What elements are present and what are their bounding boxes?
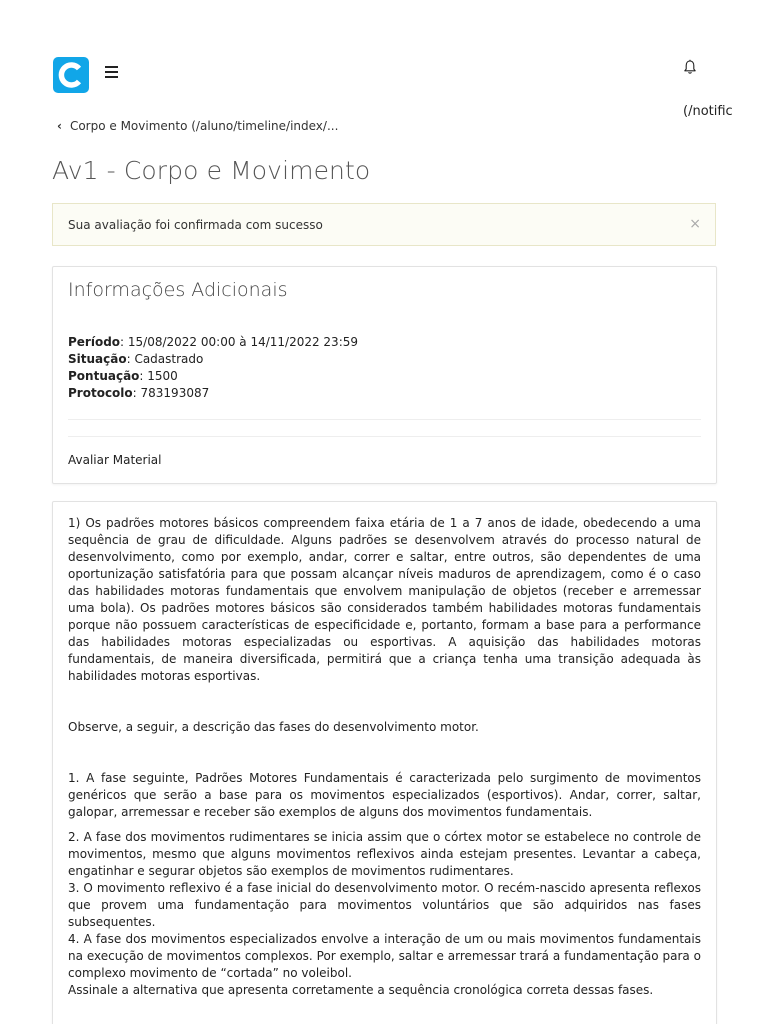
info-row-protocolo xyxy=(68,385,358,402)
periodo-value: : 15/08/2022 00:00 à 14/11/2022 23:59 xyxy=(120,335,359,349)
question-prompt: Assinale a alternativa que apresenta corretamente a sequência cronológica correta dessas fases. xyxy=(68,983,654,997)
brand-logo-icon[interactable] xyxy=(53,57,89,93)
periodo-label: Período xyxy=(68,335,121,349)
question-item-4: 4. A fase dos movimentos especializados envolve a interação de um ou mais movimentos fundamentais na execução de movimentos complexos. Por exemplo, saltar e arremessar trará a fundamentação para o complexo movimento de “cortada” no voleibol. xyxy=(68,932,701,980)
pontuacao-label: Pontuação xyxy=(68,369,140,383)
breadcrumb[interactable] xyxy=(57,119,338,133)
alert-message: Sua avaliação foi confirmada com sucesso xyxy=(68,217,323,232)
question-observe: Observe, a seguir, a descrição das fases do desenvolvimento motor. xyxy=(68,720,479,734)
question-intro: 1) Os padrões motores básicos compreendem faixa etária de 1 a 7 anos de idade, obedecendo a uma sequência de grau de dificuldade. Alguns padrões se desenvolvem através do processo natural de desenvolvimento, como por exemplo, andar, correr e saltar, entre outros, são dependentes de uma oportunização satisfatória para que possam alcançar níveis maduros de aprendizagem, como é o caso das habilidades motoras fundamentais que envolvem manipulação de objetos (receber e arremessar uma bola). Os padrões motores básicos são considerados também habilidades motoras fundamentais porque não possuem características de especificidade e, portanto, formam a base para a performance das habilidades motoras especializadas ou esportivas. A aquisição das habilidades motoras fundamentais, de maneira diversificada, permitirá que a criança tenha uma transição adequada às habilidades motoras esportivas. xyxy=(68,516,701,683)
situacao-label: Situação xyxy=(68,352,127,366)
breadcrumb-link[interactable]: Corpo e Movimento (/aluno/timeline/index/... xyxy=(69,119,339,133)
pontuacao-value: : 1500 xyxy=(139,369,178,383)
additional-info-panel xyxy=(52,266,717,484)
question-item-3: 3. O movimento reflexivo é a fase inicial do desenvolvimento motor. O recém-nascido apresenta reflexos que provem uma fundamentação para movimentos voluntários que são adquiridos nas fases subsequentes. xyxy=(68,881,701,929)
page-title: Av1 - Corpo e Movimento xyxy=(52,156,371,185)
question-body xyxy=(68,515,701,999)
question-item-1: 1. A fase seguinte, Padrões Motores Fundamentais é caracterizada pelo surgimento de movimentos genéricos que serão a base para os movimentos especializados (esportivos). Andar, correr, saltar, galopar, arremessar e receber são exemplos de alguns dos movimentos fundamentais. xyxy=(68,771,701,819)
divider xyxy=(68,436,701,437)
info-row-pontuacao xyxy=(68,368,358,385)
bell-icon[interactable] xyxy=(683,59,697,75)
question-panel xyxy=(52,501,717,1024)
protocolo-label: Protocolo xyxy=(68,386,133,400)
divider xyxy=(68,419,701,420)
info-row-situacao xyxy=(68,351,358,368)
question-item-2: 2. A fase dos movimentos rudimentares se inicia assim que o córtex motor se estabelece no controle de movimentos, mesmo que alguns movimentos reflexivos ainda estejam presentes. Levantar a cabeça, engatinhar e segurar objetos são exemplos de movimentos rudimentares. xyxy=(68,830,701,878)
chevron-left-icon: ‹ xyxy=(57,119,62,133)
info-list xyxy=(68,334,358,402)
close-icon[interactable]: × xyxy=(689,216,701,232)
protocolo-value: : 783193087 xyxy=(132,386,210,400)
hamburger-menu-icon[interactable] xyxy=(105,66,118,78)
success-alert xyxy=(52,203,716,246)
info-row-periodo xyxy=(68,334,358,351)
situacao-value: : Cadastrado xyxy=(126,352,204,366)
info-panel-title: Informações Adicionais xyxy=(68,279,288,301)
notifications-link[interactable]: (/notific xyxy=(683,104,733,119)
avaliar-material-link[interactable]: Avaliar Material xyxy=(68,453,162,467)
